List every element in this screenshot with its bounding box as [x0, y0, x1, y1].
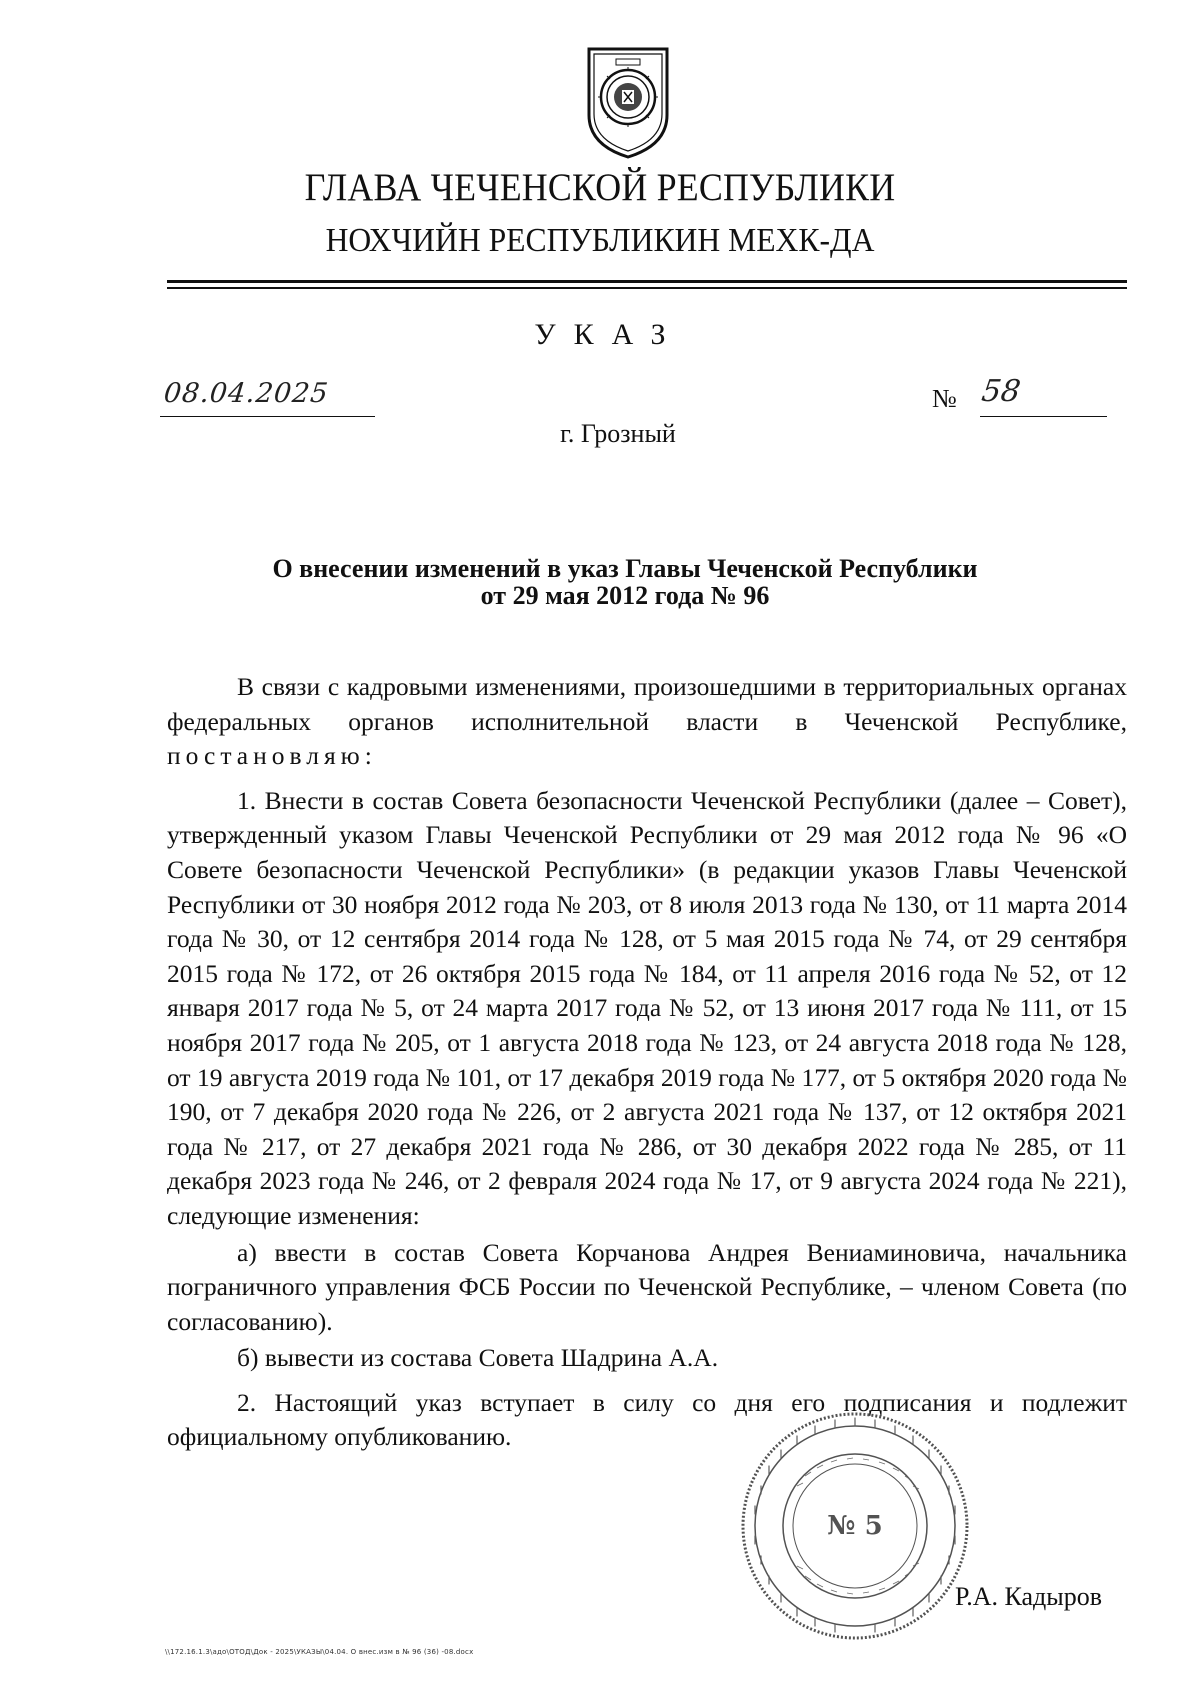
handwritten-date: 08.04.2025	[162, 378, 331, 409]
number-label: №	[932, 384, 957, 413]
decree-title	[0, 555, 1200, 609]
city: г. Грозный	[560, 419, 676, 448]
signatory-name: Р.А. Кадыров	[955, 1582, 1102, 1611]
intro-decree-word: постановляю:	[167, 741, 377, 771]
header-rule-thick	[167, 280, 1127, 283]
official-seal-stamp	[735, 1406, 975, 1646]
decree-body	[167, 670, 1127, 1455]
handwritten-number: 58	[979, 374, 1023, 409]
item-1b: б) вывести из состава Совета Шадрина А.А.	[237, 1343, 719, 1373]
header-title-chechen: НОХЧИЙН РЕСПУБЛИКИН МЕХК-ДА	[325, 222, 875, 259]
date-field	[160, 378, 375, 417]
coat-of-arms-emblem	[583, 45, 673, 160]
document-type: УКАЗ	[534, 318, 684, 351]
intro-text: В связи с кадровыми изменениями, произошедшими в территориальных органах федеральных органов исполнительной власти в Чеченской Республике,	[167, 672, 1127, 736]
header-title-russian: ГЛАВА ЧЕЧЕНСКОЙ РЕСПУБЛИКИ	[304, 166, 896, 209]
number-field	[979, 374, 1107, 417]
item-2: 2. Настоящий указ вступает в силу со дня его подписания и подлежит официальному опубликованию.	[167, 1387, 1127, 1452]
header-rule-thin	[167, 287, 1127, 289]
decree-title-line1: О внесении изменений в указ Главы Чеченской Республики	[272, 554, 978, 583]
footer-file-path: \\172.16.1.3\адо\ОТОД\Док - 2025\УКАЗЫ\04.04. О внес.изм в № 96 (36) -08.docx	[165, 1648, 474, 1656]
item-1: 1. Внести в состав Совета безопасности Чеченской Республики (далее – Совет), утвержденный указом Главы Чеченской Республики от 29 мая 2012 года № 96 «О Совете безопасности Чеченской Республики» (в редакции указов Главы Чеченской Республики от 30 ноября 2012 года № 203, от 8 июля 2013 года № 130, от 11 марта 2014 года № 30, от 12 сентября 2014 года № 128, от 5 мая 2015 года № 74, от 29 сентября 2015 года № 172, от 26 октября 2015 года № 184, от 11 апреля 2016 года № 52, от 12 января 2017 года № 5, от 24 марта 2017 года № 52, от 13 июня 2017 года № 111, от 15 ноября 2017 года № 205, от 1 августа 2018 года № 123, от 24 августа 2018 года № 128, от 19 августа 2019 года № 101, от 17 декабря 2019 года № 177, от 5 октября 2020 года № 190, от 7 декабря 2020 года № 226, от 2 августа 2021 года № 137, от 12 октября 2021 года № 217, от 27 декабря 2021 года № 286, от 30 декабря 2022 года № 285, от 11 декабря 2023 года № 246, от 2 февраля 2024 года № 17, от 9 августа 2024 года № 221), следующие изменения:	[167, 785, 1127, 1230]
decree-title-line2: от 29 мая 2012 года № 96	[480, 581, 770, 610]
stamp-center-text: № 5	[827, 1511, 883, 1541]
item-1a: а) ввести в состав Совета Корчанова Андрея Вениаминовича, начальника пограничного управления ФСБ России по Чеченской Республике, – членом Совета (по согласованию).	[167, 1237, 1127, 1336]
intro-paragraph	[167, 670, 1127, 774]
